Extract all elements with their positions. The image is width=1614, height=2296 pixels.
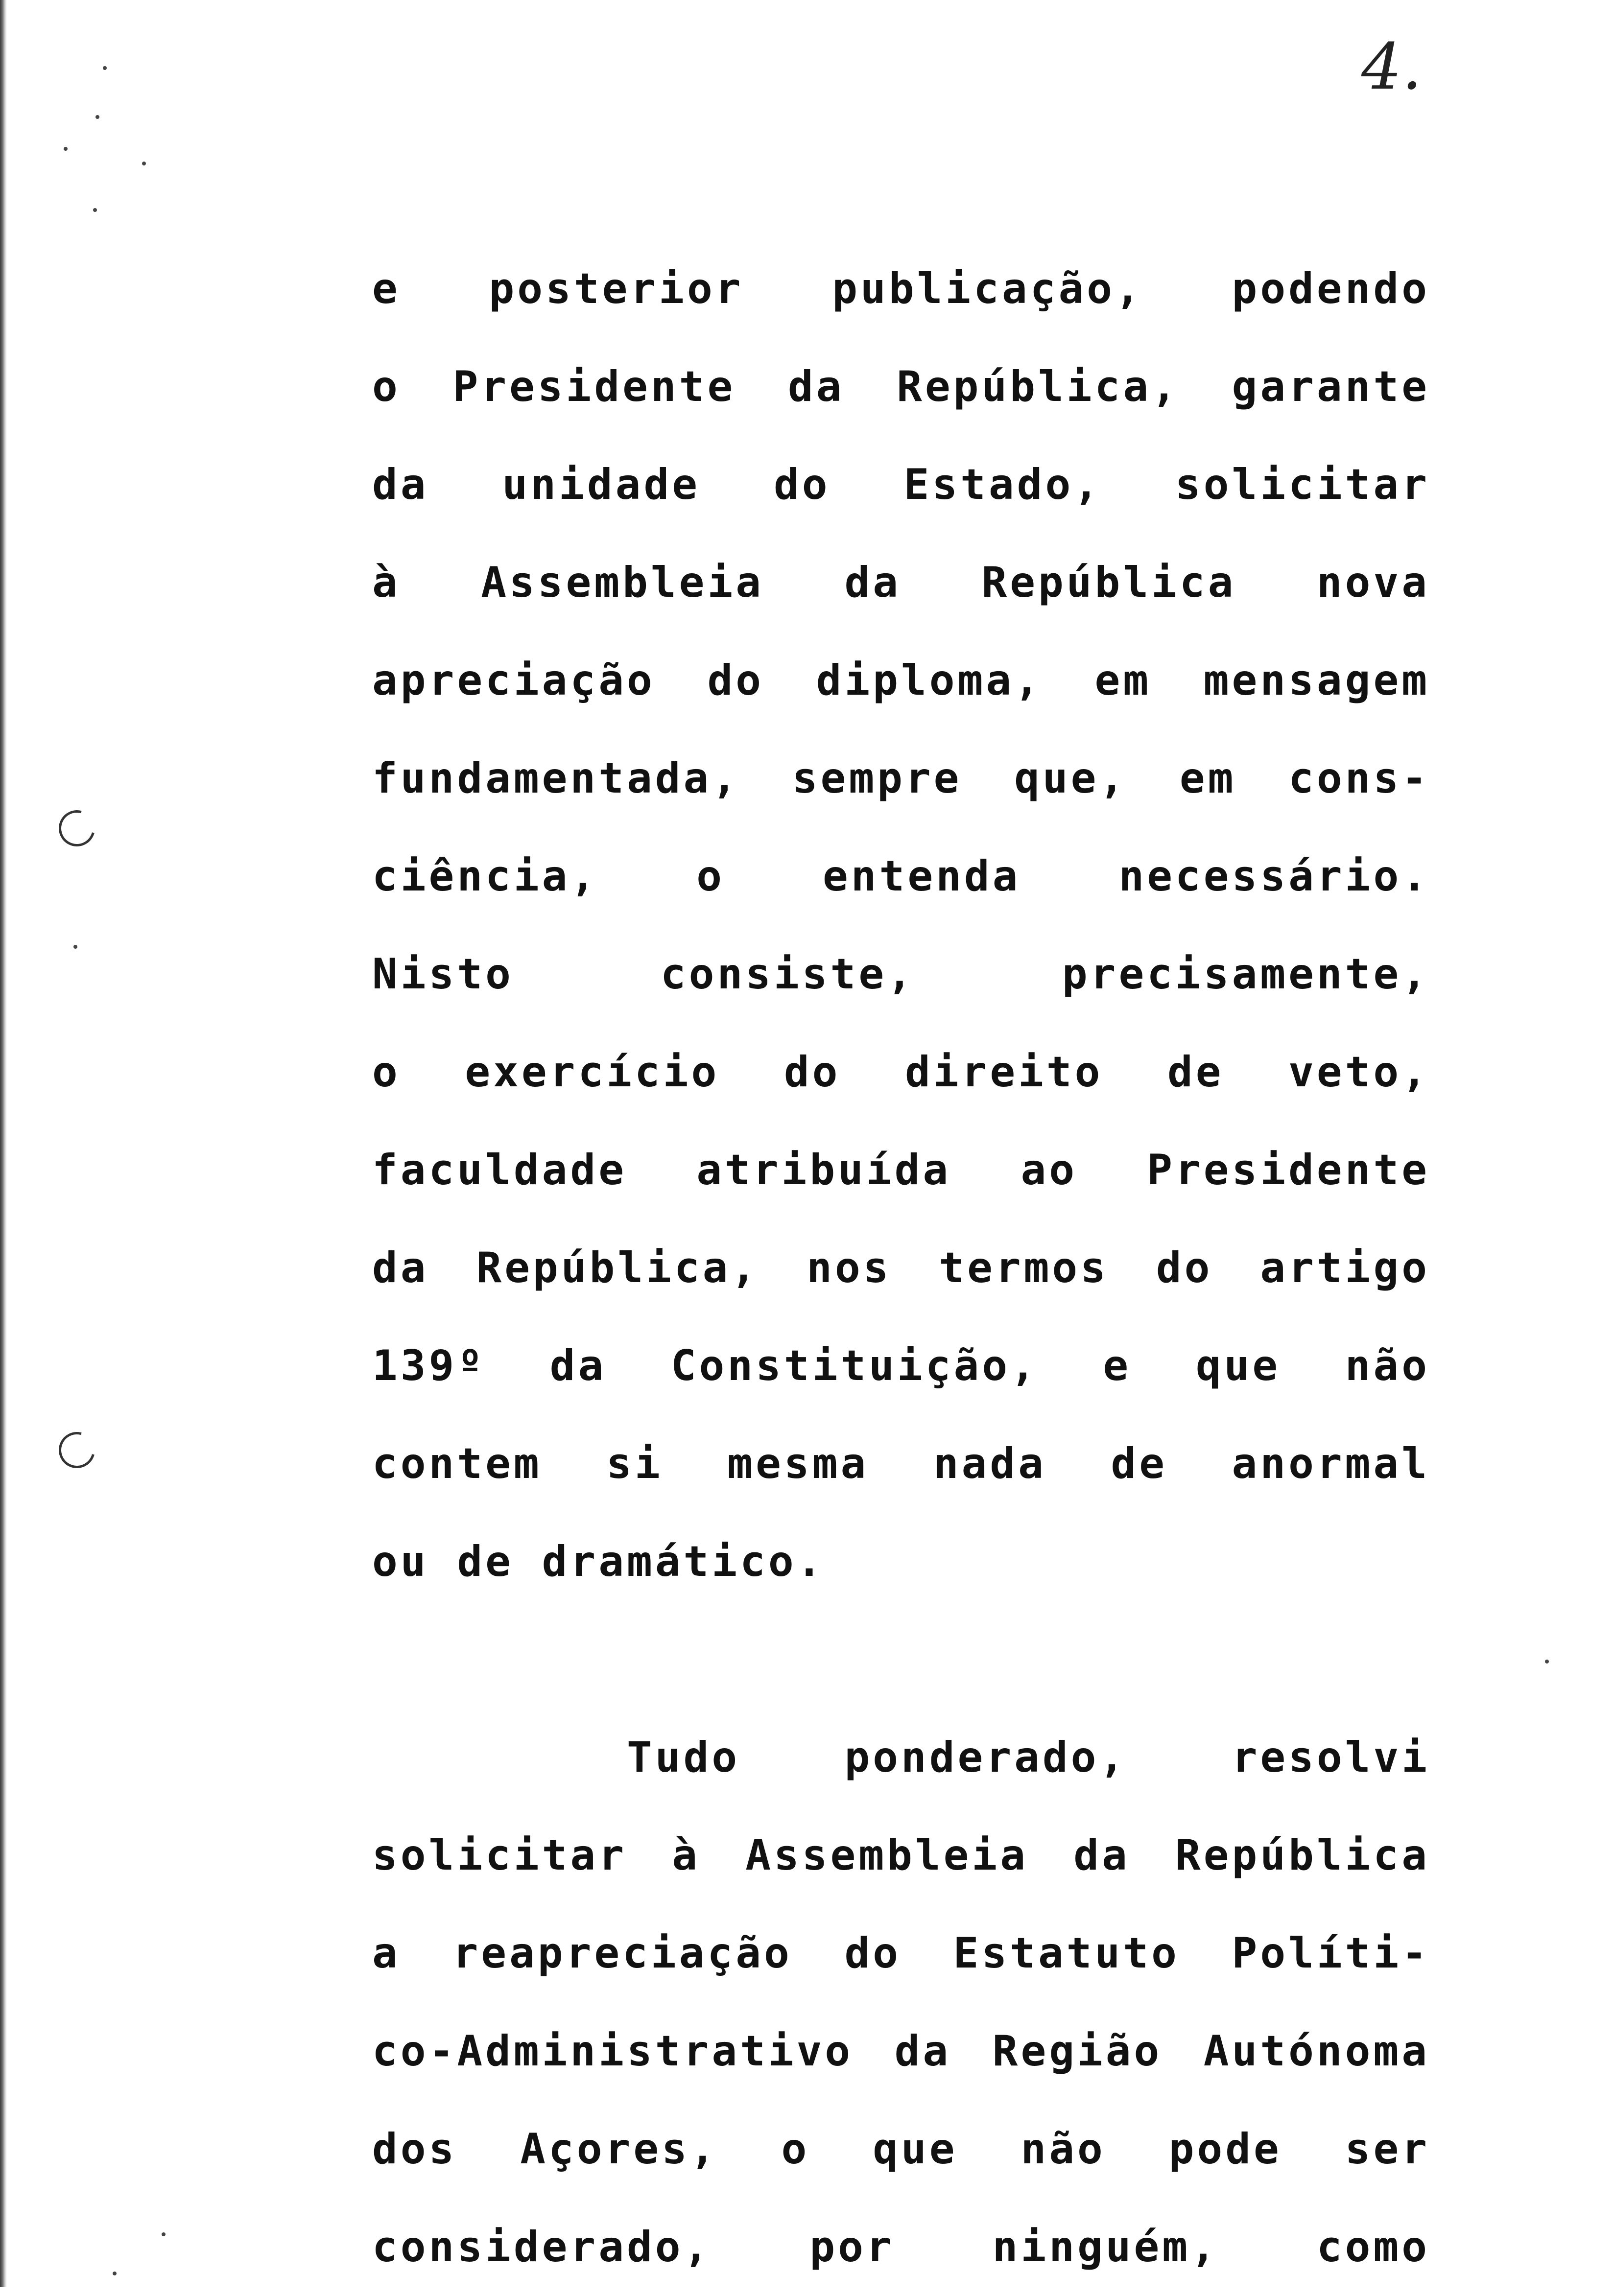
punch-hole-top [52,803,101,853]
text-line: co-Administrativo da Região Autónoma [372,2027,1430,2076]
scan-speck [162,2232,166,2236]
text-line: dos Açores, o que não pode ser [372,2125,1430,2174]
text-line: solicitar à Assembleia da República [372,1831,1430,1880]
scan-speck [95,115,99,119]
text-line: da unidade do Estado, solicitar [372,460,1430,509]
punch-hole-bottom [52,1425,101,1475]
scan-speck [142,162,146,165]
text-line: a reapreciação do Estatuto Políti- [372,1929,1430,1978]
text-line: e posterior publicação, podendo [372,264,1430,313]
text-line: faculdade atribuída ao Presidente [372,1146,1430,1195]
scan-speck [1545,1660,1549,1663]
text-line: fundamentada, sempre que, em cons- [372,754,1430,803]
text-line: o exercício do direito de veto, [372,1048,1430,1097]
scan-speck [64,147,68,151]
scan-speck [103,66,107,70]
scan-speck [113,2272,117,2275]
paragraph-2 [372,1709,1430,2296]
text-line: apreciação do diploma, em mensagem [372,656,1430,705]
text-line: Tudo ponderado, resolvi [627,1733,1430,1782]
text-line: da República, nos termos do artigo [372,1243,1430,1292]
text-line: à Assembleia da República nova [372,558,1430,607]
text-line: ou de dramático. [372,1537,825,1586]
paragraph-1 [372,240,1430,1611]
text-line: 139º da Constituição, e que não [372,1341,1430,1390]
text-line: ciência, o entenda necessário. [372,852,1430,901]
text-line: considerado, por ninguém, como [372,2223,1430,2272]
text-line: contem si mesma nada de anormal [372,1439,1430,1488]
scan-speck [73,945,77,949]
scan-speck [93,208,97,212]
binding-edge [0,0,7,2287]
text-line: o Presidente da República, garante [372,362,1430,411]
text-line: Nisto consiste, precisamente, [372,950,1430,999]
page-number: 4. [1361,29,1423,104]
